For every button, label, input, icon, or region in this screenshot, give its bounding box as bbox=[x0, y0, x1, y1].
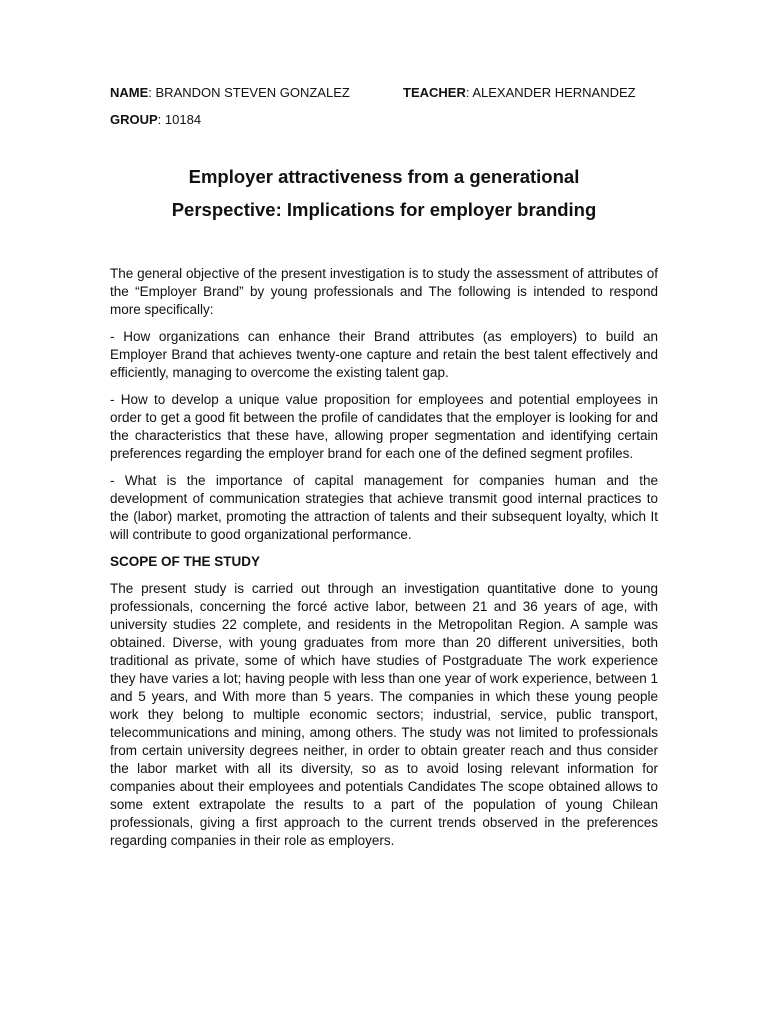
teacher-name bbox=[403, 84, 636, 101]
teacher-value: : ALEXANDER HERNANDEZ bbox=[465, 85, 636, 100]
objective-bullet-2: - How to develop a unique value proposition for employees and potential employees in order to get a good fit between the profile of candidates that the employer is looking for and the characteristics that these have, allowing proper segmentation and identifying certain preferences regarding the employer brand for each one of the defined segment profiles. bbox=[110, 392, 658, 461]
name-value: : BRANDON STEVEN GONZALEZ bbox=[148, 85, 350, 100]
header-line-1 bbox=[110, 84, 658, 101]
title-line-2: Perspective: Implications for employer branding bbox=[171, 199, 597, 220]
document-page bbox=[110, 84, 658, 859]
student-name bbox=[110, 85, 350, 100]
teacher-label: TEACHER bbox=[403, 85, 466, 100]
document-title bbox=[110, 160, 658, 226]
group-line bbox=[110, 111, 658, 128]
document-body bbox=[110, 265, 658, 850]
title-line-1: Employer attractiveness from a generational bbox=[188, 166, 580, 187]
objective-bullet-3: - What is the importance of capital management for companies human and the development of communication strategies that achieve transmit good internal practices to the (labor) market, promoting the attraction of talents and their subsequent loyalty, which It will contribute to good organizational performance. bbox=[110, 473, 658, 542]
intro-paragraph: The general objective of the present investigation is to study the assessment of attributes of the “Employer Brand” by young professionals and The following is intended to respond more specifically: bbox=[110, 266, 658, 317]
scope-heading: SCOPE OF THE STUDY bbox=[110, 554, 261, 569]
objective-bullet-1: - How organizations can enhance their Brand attributes (as employers) to build an Employer Brand that achieves twenty-one capture and retain the best talent effectively and efficiently, managing to overcome the existing talent gap. bbox=[110, 329, 658, 380]
name-label: NAME bbox=[110, 85, 149, 100]
group-label: GROUP bbox=[110, 112, 158, 127]
group-value: : 10184 bbox=[157, 112, 202, 127]
scope-paragraph: The present study is carried out through an investigation quantitative done to young professionals, concerning the forcé active labor, between 21 and 36 years of age, with university studies 22 complete, and residents in the Metropolitan Region. A sample was obtained. Diverse, with young graduates from more than 20 different universities, both traditional as private, some of which have studies of Postgraduate The work experience they have varies a lot; having people with less than one year of work experience, between 1 and 5 years, and With more than 5 years. The companies in which these young people work they belong to multiple economic sectors; industrial, service, public transport, telecommunications and mining, among others. The study was not limited to professionals from certain university degrees neither, in order to obtain greater reach and thus consider the labor market with all its diversity, so as to avoid losing relevant information for companies about their employees and potentials Candidates The scope obtained allows to some extent extrapolate the results to a part of the population of young Chilean professionals, giving a first approach to the current trends observed in the preferences regarding companies in their role as employers. bbox=[110, 581, 658, 848]
